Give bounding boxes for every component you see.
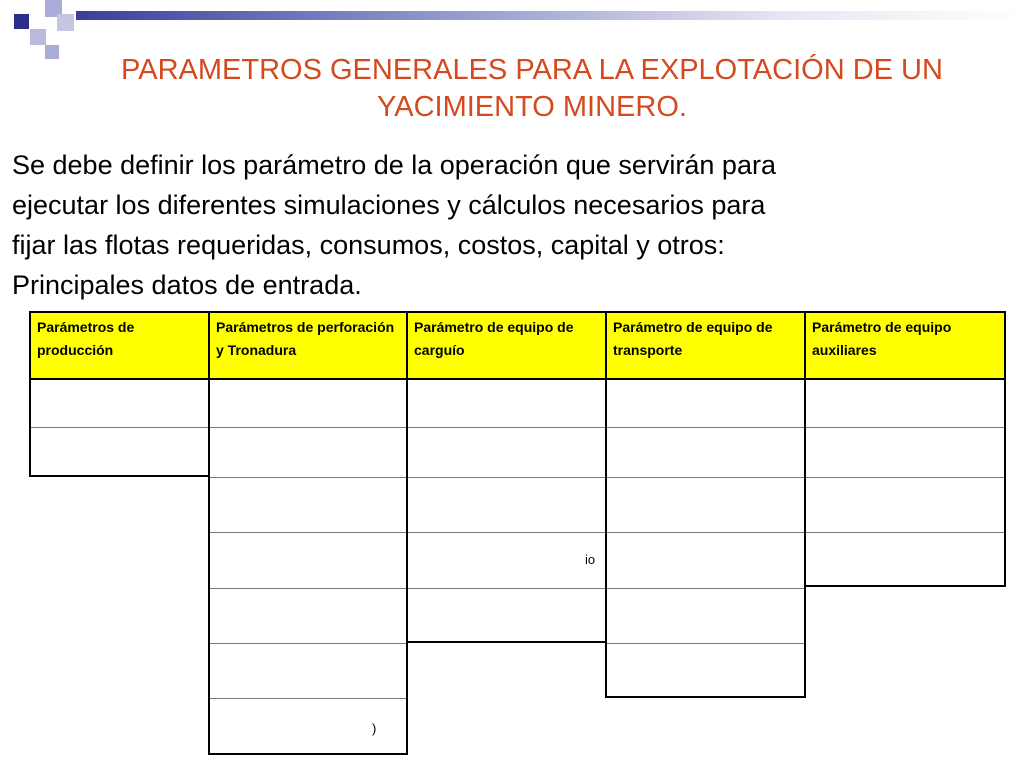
body-line: Se debe definir los parámetro de la operación que servirán para — [12, 150, 776, 180]
slide-body-text — [12, 145, 984, 305]
table-border — [208, 311, 210, 755]
table-row-divider — [408, 588, 605, 589]
table-row-divider — [607, 477, 804, 478]
table-row-divider — [607, 588, 804, 589]
body-line: fijar las flotas requeridas, consumos, costos, capital y otros: — [12, 230, 725, 260]
decoration-square-light — [30, 29, 46, 45]
table-row-divider — [408, 477, 605, 478]
table-cell-fragment: ) — [372, 721, 377, 736]
table-border — [605, 311, 607, 698]
table-row-divider — [806, 427, 1004, 428]
table-row-divider — [607, 532, 804, 533]
table-header-auxiliares: Parámetro de equipo auxiliares — [806, 313, 1004, 378]
body-line: Principales datos de entrada. — [12, 270, 362, 300]
table-header-perforacion-tronadura: Parámetros de perforación y Tronadura — [210, 313, 406, 378]
table-border — [804, 311, 806, 698]
decoration-square-light — [57, 14, 74, 31]
table-row-divider — [31, 427, 208, 428]
table-row-divider — [806, 477, 1004, 478]
table-row-divider — [210, 532, 406, 533]
table-row-divider — [607, 427, 804, 428]
table-header-produccion: Parámetros de producción — [31, 313, 208, 378]
table-header-carguio: Parámetro de equipo de carguío — [408, 313, 605, 378]
table-border — [406, 311, 408, 755]
table-cell-fragment: io — [585, 552, 596, 567]
table-header-transporte: Parámetro de equipo de transporte — [607, 313, 804, 378]
table-row-divider — [408, 427, 605, 428]
decoration-square-dark — [14, 14, 29, 29]
table-row-divider — [607, 643, 804, 644]
decoration-gradient-bar — [76, 11, 1024, 20]
table-row-divider — [806, 532, 1004, 533]
body-line: ejecutar los diferentes simulaciones y cálculos necesarios para — [12, 190, 766, 220]
table-border — [804, 585, 1006, 587]
slide-title: PARAMETROS GENERALES PARA LA EXPLOTACIÓN DE UN YACIMIENTO MINERO. — [121, 54, 943, 123]
table-row-divider — [408, 532, 605, 533]
table-border — [605, 696, 806, 698]
table-border — [29, 311, 1006, 313]
table-border — [406, 641, 607, 643]
table-border — [1004, 311, 1006, 587]
table-row-divider — [210, 643, 406, 644]
table-row-divider — [210, 588, 406, 589]
table-row-divider — [210, 698, 406, 699]
table-row-divider — [210, 477, 406, 478]
table-border — [29, 311, 31, 477]
table-border — [29, 475, 210, 477]
table-border — [29, 378, 1006, 380]
table-row-divider — [210, 427, 406, 428]
table-border — [208, 753, 408, 755]
